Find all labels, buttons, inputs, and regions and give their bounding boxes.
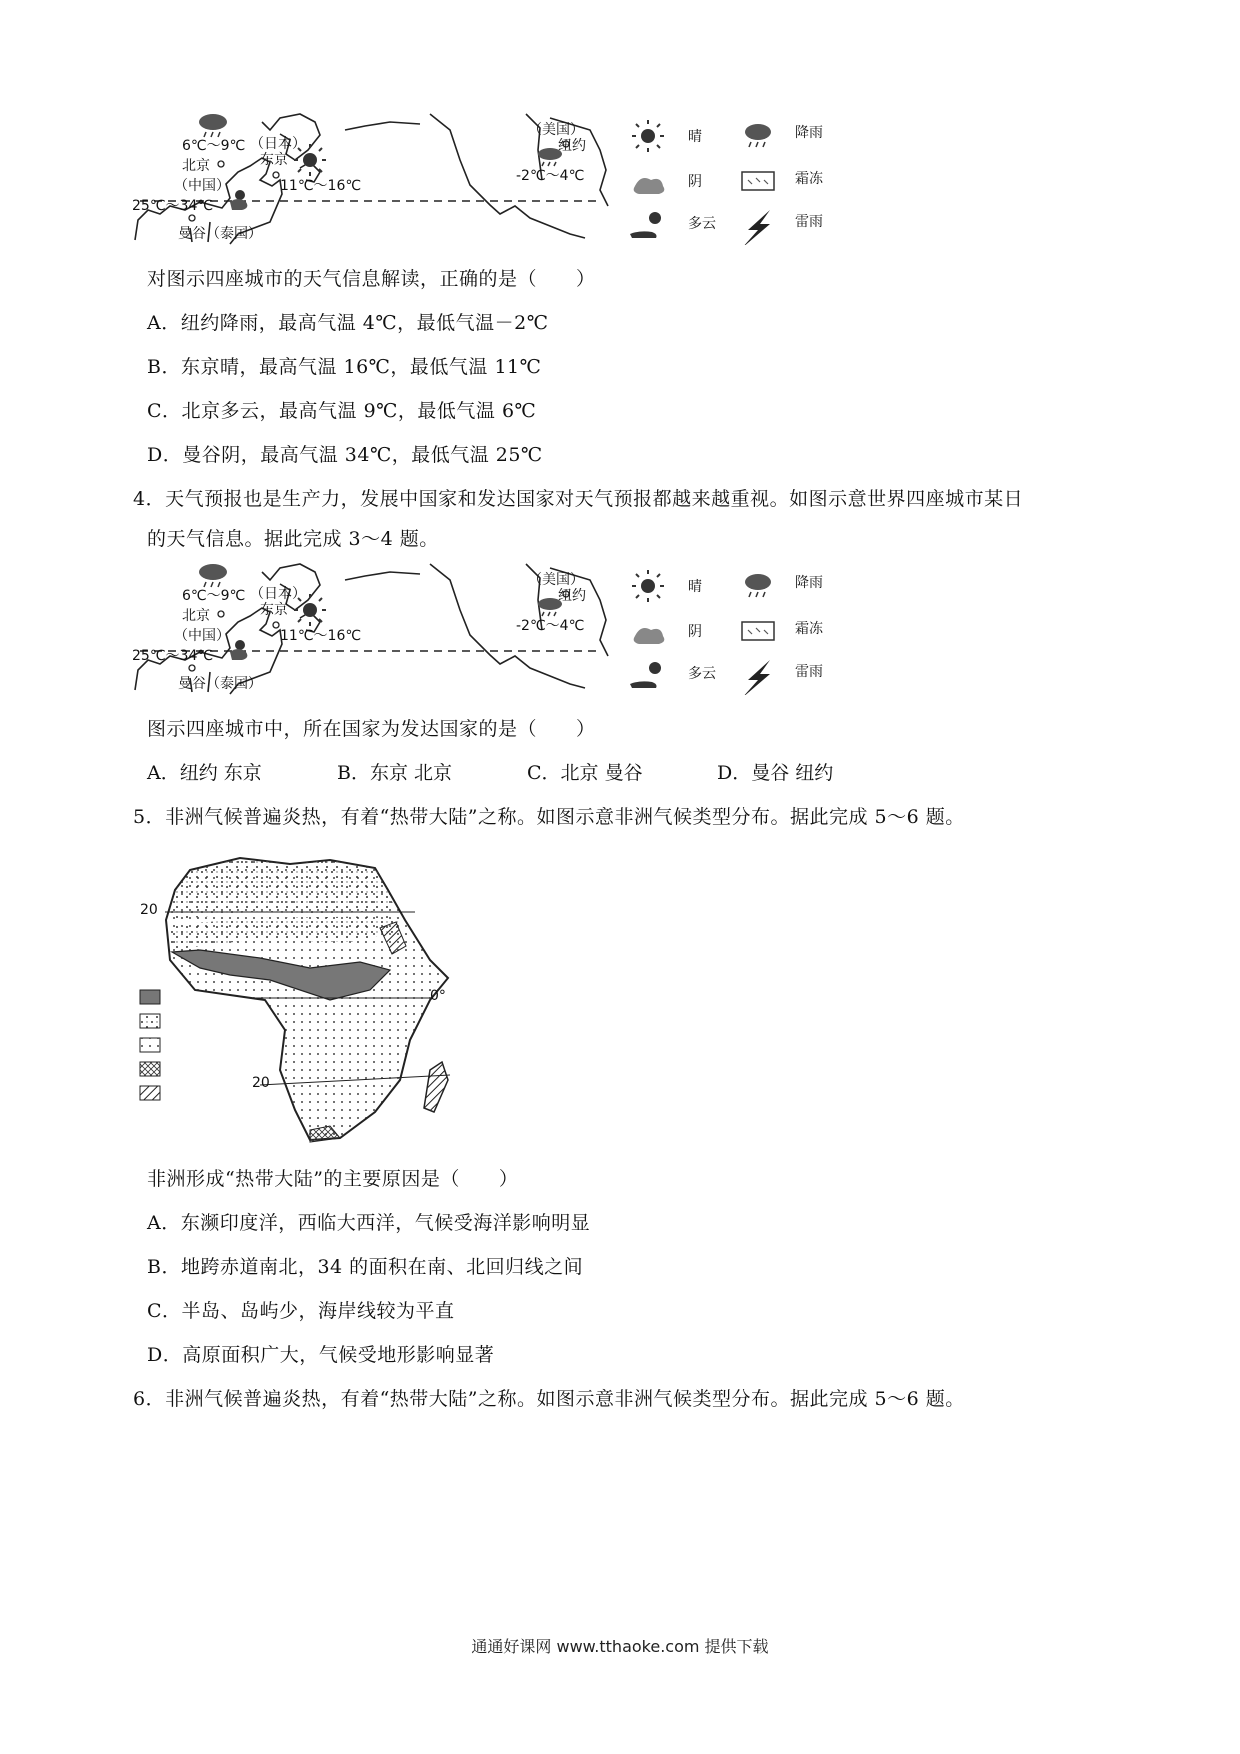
q4-stem: 图示四座城市中，所在国家为发达国家的是（ ） bbox=[147, 718, 596, 740]
usa-label: （美国） bbox=[528, 122, 584, 138]
q4-intro-line1: 4．天气预报也是生产力，发展中国家和发达国家对天气预报都越来越重视。如图示意世界四座城市某日 bbox=[133, 488, 1024, 510]
bangkok-label: 曼谷（泰国） bbox=[178, 226, 262, 242]
thunderstorm-icon bbox=[742, 210, 770, 245]
beijing-rain-icon bbox=[199, 114, 227, 137]
frost-icon bbox=[742, 622, 774, 640]
sunny-icon bbox=[632, 570, 664, 602]
bangkok-cloudy-icon bbox=[230, 190, 247, 210]
q5-option-b[interactable]: B．地跨赤道南北，34 的面积在南、北回归线之间 bbox=[147, 1256, 584, 1278]
q4-option-b[interactable]: B．东京 北京 bbox=[337, 762, 453, 784]
beijing-label: 北京 bbox=[182, 608, 210, 624]
legend-highland-swatch bbox=[140, 1086, 160, 1100]
sunny-icon bbox=[632, 120, 664, 152]
legend-rainforest-swatch bbox=[140, 990, 160, 1004]
madagascar bbox=[424, 1062, 448, 1112]
legend-rain-label: 降雨 bbox=[795, 125, 823, 141]
legend-frost-label: 霜冻 bbox=[795, 621, 823, 637]
q3-option-b[interactable]: B．东京晴，最高气温 16℃，最低气温 11℃ bbox=[147, 356, 542, 378]
q3-option-d[interactable]: D．曼谷阴，最高气温 34℃，最低气温 25℃ bbox=[147, 444, 543, 466]
tokyo-temp-label: 11℃～16℃ bbox=[280, 628, 362, 644]
frost-icon bbox=[742, 172, 774, 190]
q5-option-c[interactable]: C．半岛、岛屿少，海岸线较为平直 bbox=[147, 1300, 455, 1322]
tokyo-temp-label: 11℃～16℃ bbox=[280, 178, 362, 194]
beijing-temp-label: 6℃～9℃ bbox=[182, 588, 246, 604]
weather-legend bbox=[630, 570, 824, 695]
climate-legend bbox=[140, 990, 160, 1100]
q4-option-c[interactable]: C．北京 曼谷 bbox=[527, 762, 643, 784]
legend-sunny-label: 晴 bbox=[688, 129, 702, 145]
q3-stem: 对图示四座城市的天气信息解读，正确的是（ ） bbox=[147, 268, 596, 290]
newyork-label: 纽约 bbox=[558, 138, 586, 154]
rain-icon bbox=[745, 124, 771, 147]
bangkok-label: 曼谷（泰国） bbox=[178, 676, 262, 692]
weather-legend bbox=[630, 120, 824, 245]
legend-cloudy-label: 多云 bbox=[688, 216, 716, 232]
beijing-temp-label: 6℃～9℃ bbox=[182, 138, 246, 154]
usa-label: （美国） bbox=[528, 572, 584, 588]
legend-overcast-label: 阴 bbox=[688, 624, 702, 640]
tokyo-label: 东京 bbox=[260, 602, 288, 618]
q4-option-a[interactable]: A．纽约 东京 bbox=[147, 762, 262, 784]
beijing-label: 北京 bbox=[182, 158, 210, 174]
lat-0-label: 0° bbox=[430, 988, 446, 1004]
weather-map-2 bbox=[130, 560, 840, 695]
legend-mediterranean-swatch bbox=[140, 1062, 160, 1076]
q4-intro-line2: 的天气信息。据此完成 3～4 题。 bbox=[147, 528, 439, 550]
tokyo-label: 东京 bbox=[260, 152, 288, 168]
china-label: （中国） bbox=[174, 628, 230, 644]
newyork-temp-label: -2℃～4℃ bbox=[516, 168, 585, 184]
q6-intro: 6．非洲气候普遍炎热，有着“热带大陆”之称。如图示意非洲气候类型分布。据此完成 5～6 题。 bbox=[133, 1388, 965, 1410]
lat-s20-label: 20 bbox=[252, 1075, 270, 1091]
weather-map-1 bbox=[130, 110, 840, 245]
cloudy-icon bbox=[630, 212, 661, 238]
q3-option-c[interactable]: C．北京多云，最高气温 9℃，最低气温 6℃ bbox=[147, 400, 537, 422]
legend-overcast-label: 阴 bbox=[688, 174, 702, 190]
q5-stem: 非洲形成“热带大陆”的主要原因是（ ） bbox=[147, 1168, 519, 1190]
legend-desert-swatch bbox=[140, 1038, 160, 1052]
overcast-icon bbox=[634, 628, 665, 644]
legend-thunderstorm-label: 雷雨 bbox=[795, 214, 823, 230]
legend-sunny-label: 晴 bbox=[688, 579, 702, 595]
q4-option-d[interactable]: D．曼谷 纽约 bbox=[717, 762, 834, 784]
legend-frost-label: 霜冻 bbox=[795, 171, 823, 187]
newyork-temp-label: -2℃～4℃ bbox=[516, 618, 585, 634]
bangkok-temp-label: 25℃～34℃ bbox=[132, 648, 214, 664]
q3-option-a[interactable]: A．纽约降雨，最高气温 4℃，最低气温－2℃ bbox=[147, 312, 549, 334]
japan-label: （日本） bbox=[250, 136, 306, 152]
africa-climate-map bbox=[130, 850, 470, 1150]
thunderstorm-icon bbox=[742, 660, 770, 695]
japan-label: （日本） bbox=[250, 586, 306, 602]
china-label: （中国） bbox=[174, 178, 230, 194]
lat-n20-label: 20 bbox=[140, 902, 158, 918]
legend-cloudy-label: 多云 bbox=[688, 666, 716, 682]
legend-savanna-swatch bbox=[140, 1014, 160, 1028]
rain-icon bbox=[745, 574, 771, 597]
legend-rain-label: 降雨 bbox=[795, 575, 823, 591]
newyork-label: 纽约 bbox=[558, 588, 586, 604]
page-footer: 通通好课网 www.tthaoke.com 提供下载 bbox=[471, 1637, 769, 1656]
beijing-rain-icon bbox=[199, 564, 227, 587]
desert-region bbox=[170, 858, 395, 920]
bangkok-cloudy-icon bbox=[230, 640, 247, 660]
cloudy-icon bbox=[630, 662, 661, 688]
legend-thunderstorm-label: 雷雨 bbox=[795, 664, 823, 680]
q5-option-a[interactable]: A．东濒印度洋，西临大西洋，气候受海洋影响明显 bbox=[147, 1212, 591, 1234]
q5-intro: 5．非洲气候普遍炎热，有着“热带大陆”之称。如图示意非洲气候类型分布。据此完成 5～6 题。 bbox=[133, 806, 965, 828]
bangkok-temp-label: 25℃～34℃ bbox=[132, 198, 214, 214]
q5-option-d[interactable]: D．高原面积广大，气候受地形影响显著 bbox=[147, 1344, 495, 1366]
overcast-icon bbox=[634, 178, 665, 194]
